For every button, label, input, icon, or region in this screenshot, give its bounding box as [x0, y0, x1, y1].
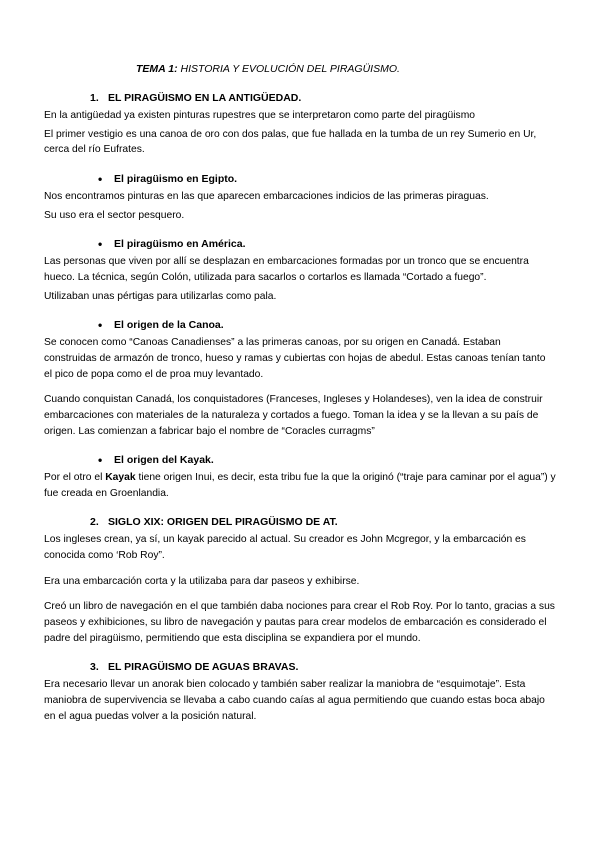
paragraph: Era una embarcación corta y la utilizaba para dar paseos y exhibirse. — [44, 575, 360, 587]
section-number-1: 1. — [90, 92, 99, 105]
section-heading-1 — [44, 92, 556, 104]
paragraph-text: Por el otro el Kayak tiene origen Inui, es decir, esta tribu fue la que la originó (“traje para caminar por el agua”) y fue creada en Groenlandia. — [44, 472, 556, 499]
paragraph: Los ingleses crean, ya sí, un kayak parecido al actual. Su creador es John Mcgregor, y la embarcación es conocida como ‘Rob Roy”. — [44, 534, 526, 562]
paragraph: El primer vestigio es una canoa de oro con dos palas, que fue hallada en la tumba de un rey Sumerio en Ur, cerca del río Eufrates. — [44, 128, 537, 156]
paragraph: Era necesario llevar un anorak bien colocado y también saber realizar la maniobra de “esquimotaje”. Esta maniobra de supervivencia se llevaba a cabo cuando caías al agua permitiendo que cuando estas boca abajo en el agua puedas volver a la posición natural. — [44, 679, 545, 722]
section-number-2: 2. — [90, 516, 99, 529]
paragraph: Cuando conquistan Canadá, los conquistadores (Franceses, Ingleses y Holandeses), ven la idea de construir embarcaciones con materiales de la naturaleza y cortados a fuego. Toman la idea y se la llevan a su país de origen. Las comienzan a fabricar bajo el nombre de “Coracles curragms” — [44, 394, 543, 437]
section-heading-canoa: • El origen de la Canoa. — [44, 319, 556, 331]
page-title — [44, 62, 556, 76]
section-title-1: EL PIRAGÜISMO EN LA ANTIGÜEDAD. — [108, 92, 302, 105]
section-number-3: 3. — [90, 661, 99, 674]
paragraph: En la antigüedad ya existen pinturas rupestres que se interpretaron como parte del piragüismo — [44, 110, 476, 122]
section-heading-kayak: • El origen del Kayak. — [44, 454, 556, 466]
paragraph: Se conocen como “Canoas Canadienses” a las primeras canoas, por su origen en Canadá. Estaban construidas de armazón de tronco, hueso y ramas y cubiertas con hojas de abedul. Estas canoas tenían tanto el pico de popa como el de proa muy levantado. — [44, 337, 546, 380]
section-title-3: EL PIRAGÜISMO DE AGUAS BRAVAS. — [108, 661, 299, 674]
page-title-label: TEMA 1: — [136, 63, 178, 75]
section-heading-3 — [44, 661, 556, 673]
paragraph: Las personas que viven por allí se desplazan en embarcaciones formadas por un tronco que se encuentra hueco. La técnica, según Colón, utilizada para sacarlos o cortarlos es llamada “Cortado a fuego”. — [44, 256, 529, 284]
section-heading-egipto: • El piragüismo en Egipto. — [44, 173, 556, 185]
paragraph — [44, 470, 556, 501]
paragraph: Creó un libro de navegación en el que también daba nociones para crear el Rob Roy. Por lo tanto, gracias a sus paseos y exhibiciones, su libro de navegación y pautas para crear modelos de embarcación es considerado el padre del piragüismo, permitiendo que esta disciplina se expandiera por el mundo. — [44, 601, 555, 644]
paragraph: Su uso era el sector pesquero. — [44, 209, 185, 221]
page-title-rest: HISTORIA Y EVOLUCIÓN DEL PIRAGÜISMO. — [177, 63, 400, 75]
section-heading-2 — [44, 516, 556, 528]
section-heading-america: • El piragüismo en América. — [44, 238, 556, 250]
paragraph: Utilizaban unas pértigas para utilizarlas como pala. — [44, 290, 277, 302]
paragraph: Nos encontramos pinturas en las que aparecen embarcaciones indicios de las primeras piraguas. — [44, 191, 489, 203]
section-title-2: SIGLO XIX: ORIGEN DEL PIRAGÜISMO DE AT. — [108, 516, 338, 529]
